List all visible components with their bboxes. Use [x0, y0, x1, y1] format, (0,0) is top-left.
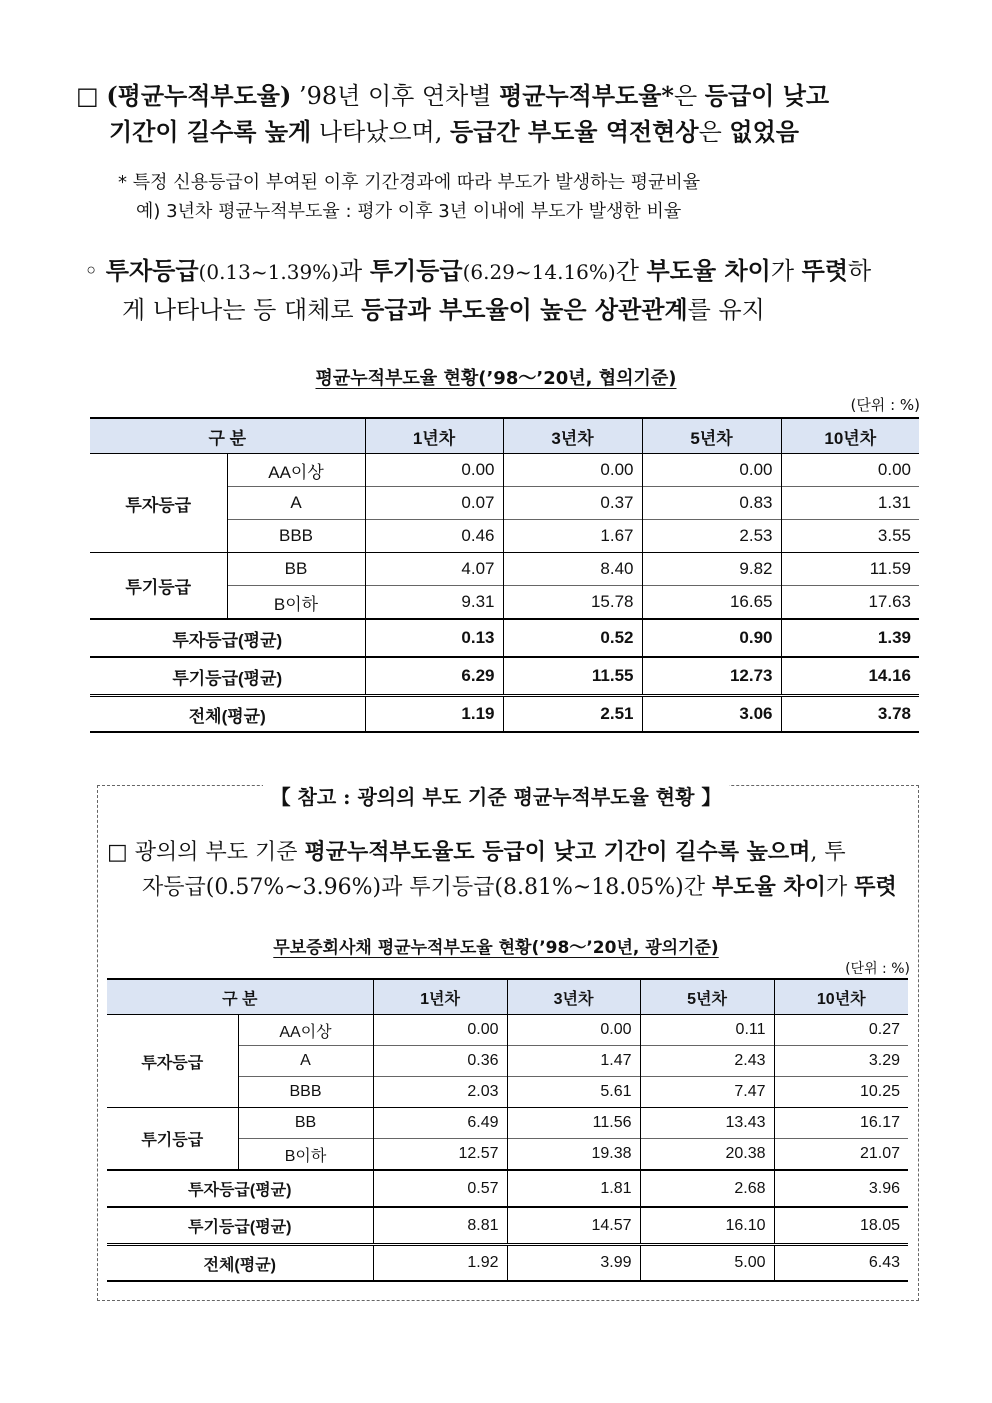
- table1-title: 평균누적부도율 현황(’98～’20년, 협의기준): [315, 368, 677, 389]
- table-row-spec-avg: 투기등급(평균) 8.81 14.57 16.10 18.05: [107, 1207, 908, 1245]
- header-year10: 10년차: [781, 418, 919, 454]
- header-year3: 3년차: [507, 979, 640, 1015]
- table-row: A 0.07 0.37 0.83 1.31: [90, 487, 919, 520]
- table-row: B이하 12.57 19.38 20.38 21.07: [107, 1139, 908, 1171]
- group-spec: 투기등급: [90, 553, 227, 620]
- table-row-spec-avg: 투기등급(평균) 6.29 11.55 12.73 14.16: [90, 657, 919, 696]
- table-row: 투자등급 AA이상 0.00 0.00 0.11 0.27: [107, 1015, 908, 1046]
- group-spec: 투기등급: [107, 1108, 238, 1171]
- group-invest: 투자등급: [90, 454, 227, 553]
- table2: [107, 978, 908, 1282]
- group-invest: 투자등급: [107, 1015, 238, 1108]
- footnote: [118, 168, 700, 226]
- footnote-line-1: * 특정 신용등급이 부여된 이후 기간경과에 따라 부도가 발생하는 평균비율: [118, 172, 701, 193]
- table2-title: 무보증회사채 평균누적부도율 현황(’98～’20년, 광의기준): [273, 938, 719, 958]
- header-year10: 10년차: [774, 979, 908, 1015]
- table2-header-row: [107, 979, 908, 1015]
- summary-paragraph-1: □ (평균누적부도율) ’98년 이후 연차별 평균누적부도율*은 등급이 낮고 기간이 길수록 높게 나타났으며, 등급간 부도율 역전현상은 없었음: [76, 81, 830, 146]
- header-category: 구 분: [90, 418, 365, 454]
- table-row: 투자등급 AA이상 0.00 0.00 0.00 0.00: [90, 454, 919, 487]
- table-row: B이하 9.31 15.78 16.65 17.63: [90, 586, 919, 620]
- table-row: BBB 0.46 1.67 2.53 3.55: [90, 520, 919, 553]
- bullet-circle: ◦: [84, 257, 99, 285]
- header-year1: 1년차: [365, 418, 503, 454]
- header-year3: 3년차: [503, 418, 642, 454]
- header-year5: 5년차: [640, 979, 774, 1015]
- reference-box-title: 【 참고 : 광의의 부도 기준 평균누적부도율 현황 】: [0, 781, 992, 810]
- table-row-invest-avg: 투자등급(평균) 0.57 1.81 2.68 3.96: [107, 1170, 908, 1207]
- header-year5: 5년차: [642, 418, 781, 454]
- table-row-total: 전체(평균) 1.92 3.99 5.00 6.43: [107, 1245, 908, 1282]
- table-row-invest-avg: 투자등급(평균) 0.13 0.52 0.90 1.39: [90, 619, 919, 657]
- header-year1: 1년차: [373, 979, 507, 1015]
- reference-paragraph: □ 광의의 부도 기준 평균누적부도율도 등급이 낮고 기간이 길수록 높으며, 투 자등급(0.57%~3.96%)과 투기등급(8.81%~18.05%)간 부도율 차이가 뚜렷: [107, 839, 897, 900]
- footnote-line-2: 예) 3년차 평균누적부도율 : 평가 이후 3년 이내에 부도가 발생한 비율: [136, 201, 682, 222]
- table-row: A 0.36 1.47 2.43 3.29: [107, 1046, 908, 1077]
- summary-paragraph-2: ◦ 투자등급(0.13~1.39%)과 투기등급(6.29~14.16%)간 부도율 차이가 뚜렷하 게 나타나는 등 대체로 등급과 부도율이 높은 상관관계를 유지: [84, 256, 872, 324]
- table2-unit: (단위 : %): [845, 961, 910, 977]
- bullet-box: □: [107, 840, 128, 865]
- table1-header-row: [90, 418, 919, 454]
- header-category: 구 분: [107, 979, 373, 1015]
- table-row: 투기등급 BB 4.07 8.40 9.82 11.59: [90, 553, 919, 586]
- summary-heading: (평균누적부도율): [106, 81, 292, 110]
- table-row-total: 전체(평균) 1.19 2.51 3.06 3.78: [90, 696, 919, 733]
- table-row: 투기등급 BB 6.49 11.56 13.43 16.17: [107, 1108, 908, 1139]
- bullet-box: □: [76, 82, 99, 110]
- table-row: BBB 2.03 5.61 7.47 10.25: [107, 1077, 908, 1108]
- table1: [90, 417, 919, 733]
- table1-unit: (단위 : %): [850, 396, 920, 414]
